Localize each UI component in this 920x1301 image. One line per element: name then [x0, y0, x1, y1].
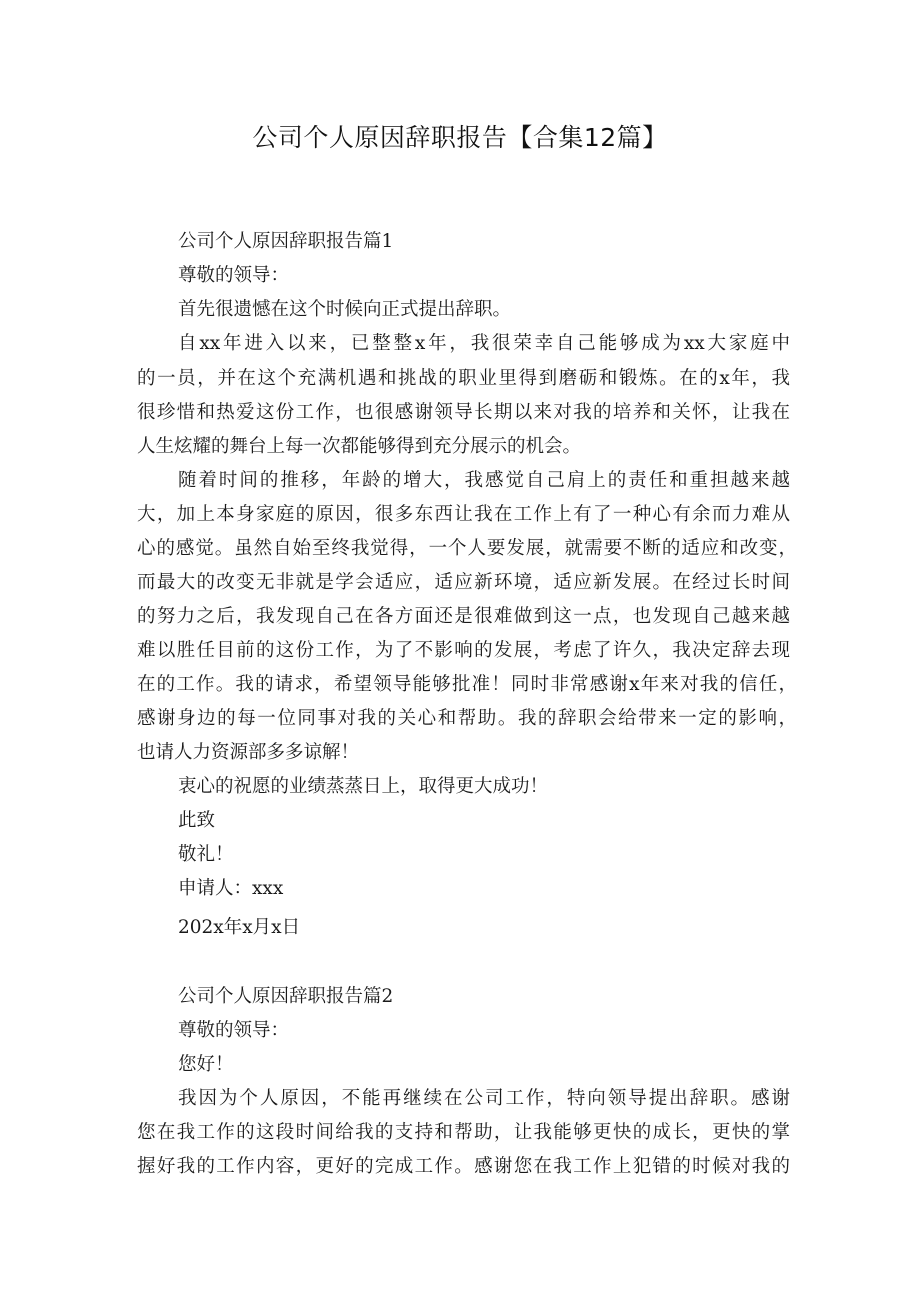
- article1-para2-line: 的努力之后，我发现自己在各方面还是很难做到这一点，也发现自己越来越: [137, 606, 790, 627]
- article1-para2-line: 也请人力资源部多多谅解！: [137, 742, 360, 763]
- article1-opening: 首先很遗憾在这个时候向正式提出辞职。: [178, 299, 512, 320]
- article1-closing: 此致: [178, 810, 216, 831]
- article1-heading: 公司个人原因辞职报告篇1: [178, 231, 394, 252]
- article1-para2-line: 心的感觉。虽然自始至终我觉得，一个人要发展，就需要不断的适应和改变，: [137, 538, 797, 559]
- article1-date: 202x年x月x日: [178, 917, 301, 938]
- article1-para1-line: 自xx年进入以来，已整整x年，我很荣幸自己能够成为xx大家庭中: [178, 333, 790, 354]
- article1-para1-line: 很珍惜和热爱这份工作，也很感谢领导长期以来对我的培养和关怀，让我在: [137, 402, 790, 423]
- article2-para1-line: 我因为个人原因，不能再继续在公司工作，特向领导提出辞职。感谢: [178, 1088, 790, 1109]
- article1-para2-line: 而最大的改变无非就是学会适应，适应新环境，适应新发展。在经过长时间: [137, 572, 790, 593]
- article1-wish: 衷心的祝愿的业绩蒸蒸日上，取得更大成功！: [178, 776, 549, 797]
- article1-para2-line: 难以胜任目前的这份工作，为了不影响的发展，考虑了许久，我决定辞去现: [137, 640, 790, 661]
- article2-para1-line: 您在我工作的这段时间给我的支持和帮助，让我能够更快的成长，更快的掌: [137, 1122, 790, 1143]
- article1-regards: 敬礼！: [178, 844, 234, 865]
- article1-salutation: 尊敬的领导：: [178, 265, 290, 286]
- article1-para2-line: 感谢身边的每一位同事对我的关心和帮助。我的辞职会给带来一定的影响，: [137, 708, 797, 729]
- article1-para2-line: 随着时间的推移，年龄的增大，我感觉自己肩上的责任和重担越来越: [178, 470, 790, 491]
- article1-para2-line: 在的工作。我的请求，希望领导能够批准！同时非常感谢x年来对我的信任，: [137, 674, 797, 695]
- article1-para1-line: 的一员，并在这个充满机遇和挑战的职业里得到磨砺和锻炼。在的x年，我: [137, 368, 790, 389]
- article1-para1-line: 人生炫耀的舞台上每一次都能够得到充分展示的机会。: [137, 436, 582, 457]
- article2-heading: 公司个人原因辞职报告篇2: [178, 986, 394, 1007]
- article1-applicant: 申请人：xxx: [178, 878, 284, 899]
- article2-greeting: 您好！: [178, 1054, 234, 1075]
- article1-para2-line: 大，加上本身家庭的原因，很多东西让我在工作上有了一种心有余而力难从: [137, 504, 790, 525]
- article2-para1-line: 握好我的工作内容，更好的完成工作。感谢您在我工作上犯错的时候对我的: [137, 1156, 790, 1177]
- document-title: 公司个人原因辞职报告【合集12篇】: [252, 123, 668, 152]
- article2-salutation: 尊敬的领导：: [178, 1020, 290, 1041]
